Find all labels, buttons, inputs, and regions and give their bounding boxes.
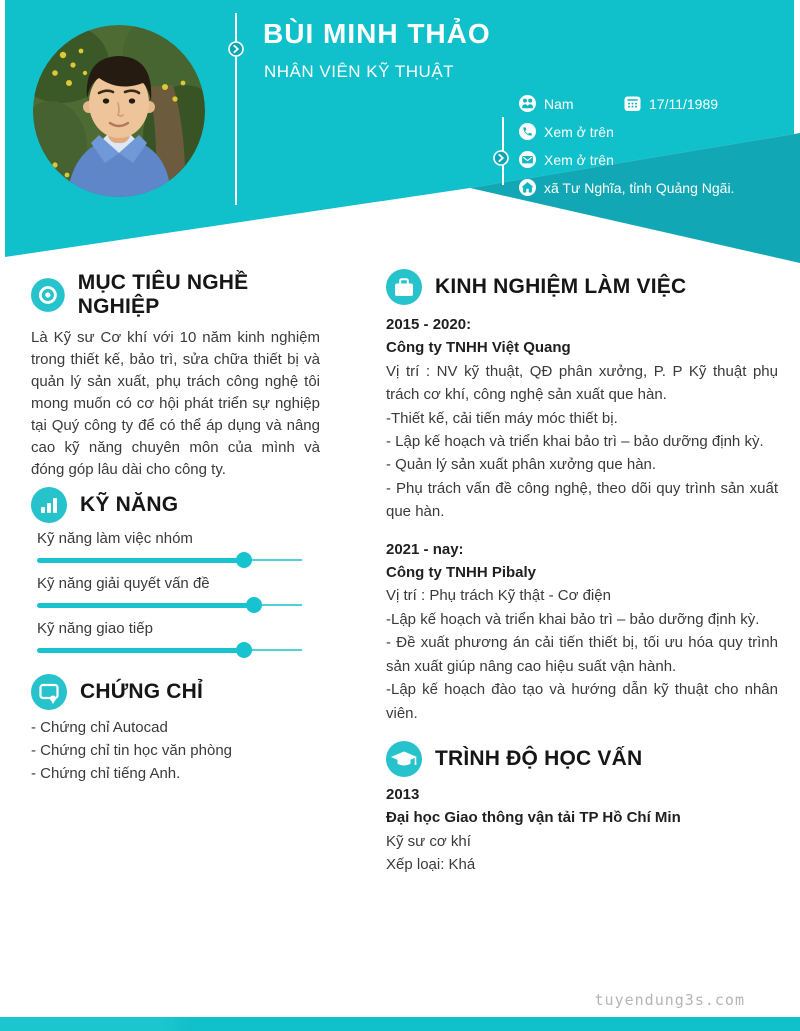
portrait-illustration — [33, 25, 205, 197]
education-block — [386, 783, 778, 877]
certificate-item: - Chứng chỉ tin học văn phòng — [31, 742, 232, 759]
slider-track-rest — [244, 559, 302, 561]
skill-level-slider[interactable] — [37, 597, 302, 613]
contact-gender-value: Nam — [544, 95, 574, 112]
calendar-icon — [624, 95, 641, 112]
section-education-header — [386, 741, 778, 777]
contact-email-value: Xem ở trên — [544, 151, 614, 168]
section-objective-header — [31, 271, 320, 319]
candidate-name: BÙI MINH THẢO — [263, 18, 491, 49]
job-detail: - Phụ trách vấn đề công nghệ, theo dõi quy trình sản xuất que hàn. — [386, 479, 778, 521]
objective-text: Là Kỹ sư Cơ khí với 10 năm kinh nghiệm trong thiết kế, bảo trì, sửa chữa thiết bị và quản lý sản xuất, phụ trách công nghệ tôi mong muốn có cơ hội phát triển sự nghiệp tại Quý công ty để có thể áp dụng và nâng cao kỹ năng chuyên môn của mình và đóng góp lâu dài cho công ty. — [31, 329, 320, 478]
profile-photo — [33, 25, 205, 197]
envelope-icon — [519, 151, 536, 168]
section-title: CHỨNG CHỈ — [80, 680, 204, 703]
watermark-text: tuyendung3s.com — [594, 991, 745, 1009]
right-column — [386, 269, 778, 877]
phone-icon — [519, 123, 536, 140]
slider-track-rest — [244, 649, 302, 651]
experience-job — [386, 313, 778, 524]
skill-label: Kỹ năng giao tiếp — [37, 620, 153, 637]
skill-item — [31, 531, 320, 568]
section-title: KINH NGHIỆM LÀM VIỆC — [435, 275, 687, 298]
job-detail: -Lập kế hoạch đào tạo và hướng dẫn kỹ thuật cho nhân viên. — [386, 681, 778, 722]
job-detail: -Lập kế hoạch và triển khai bảo trì – bảo dưỡng định kỳ. — [386, 610, 760, 628]
bar-chart-icon — [31, 487, 67, 523]
left-column — [31, 271, 320, 785]
job-detail: - Quản lý sản xuất phân xưởng que hàn. — [386, 456, 657, 474]
briefcase-icon — [386, 269, 422, 305]
footer-bar — [0, 1017, 800, 1031]
skill-item — [31, 621, 320, 658]
section-certificates-header — [31, 674, 320, 710]
section-experience-header — [386, 269, 778, 305]
skill-level-slider[interactable] — [37, 552, 302, 568]
contact-birthday — [624, 95, 718, 112]
job-company: Công ty TNHH Việt Quang — [386, 339, 571, 357]
section-skills-header — [31, 487, 320, 523]
gender-icon — [519, 95, 536, 112]
job-detail: - Đề xuất phương án cải tiến thiết bị, tối ưu hóa quy trình sản xuất giúp nâng cao hiệu suất vận hành. — [386, 634, 778, 675]
job-detail: Vị trí : Phụ trách Kỹ thật - Cơ điện — [386, 587, 611, 605]
chevron-right-badge-icon — [228, 41, 244, 57]
job-title: NHÂN VIÊN KỸ THUẬT — [264, 62, 455, 81]
job-detail: - Lập kế hoạch và triển khai bảo trì – bảo dưỡng định kỳ. — [386, 433, 764, 451]
target-icon — [31, 277, 65, 313]
experience-job — [386, 538, 778, 725]
education-year: 2013 — [386, 785, 420, 803]
education-school: Đại học Giao thông vận tải TP Hồ Chí Min — [386, 809, 681, 827]
skill-label: Kỹ năng làm việc nhóm — [37, 530, 193, 547]
slider-track-filled — [37, 603, 254, 608]
slider-track-filled — [37, 558, 244, 563]
skill-label: Kỹ năng giải quyết vấn đề — [37, 575, 210, 592]
contact-address — [519, 179, 734, 196]
slider-thumb[interactable] — [246, 597, 262, 613]
job-detail: -Thiết kế, cải tiến máy móc thiết bị. — [386, 409, 618, 427]
home-icon — [519, 179, 536, 196]
chevron-right-badge-icon — [493, 150, 509, 166]
certificate-item: - Chứng chỉ Autocad — [31, 719, 168, 736]
contact-email — [519, 151, 614, 168]
contact-birthday-value: 17/11/1989 — [649, 95, 719, 112]
contact-address-value: xã Tư Nghĩa, tỉnh Quảng Ngãi. — [544, 179, 735, 196]
section-title: TRÌNH ĐỘ HỌC VẤN — [435, 746, 643, 770]
certificate-icon — [31, 674, 67, 710]
certificate-list — [31, 716, 320, 785]
skill-item — [31, 576, 320, 613]
slider-track-filled — [37, 648, 244, 653]
slider-thumb[interactable] — [236, 552, 252, 568]
certificate-item: - Chứng chỉ tiếng Anh. — [31, 765, 181, 782]
job-company: Công ty TNHH Pibaly — [386, 564, 537, 582]
job-period: 2021 - nay: — [386, 540, 464, 558]
slider-thumb[interactable] — [236, 642, 252, 658]
section-title: MỤC TIÊU NGHỀ NGHIỆP — [77, 271, 249, 318]
job-detail: Vị trí : NV kỹ thuật, QĐ phân xưởng, P. P Kỹ thuật phụ trách cơ khí, công nghệ sản xuất que hàn. — [386, 362, 778, 404]
skill-level-slider[interactable] — [37, 642, 302, 658]
contact-gender — [519, 95, 574, 112]
education-grade: Xếp loại: Khá — [386, 856, 476, 874]
graduation-cap-icon — [386, 741, 422, 777]
contact-phone — [519, 123, 614, 140]
education-degree: Kỹ sư cơ khí — [386, 832, 471, 850]
job-period: 2015 - 2020: — [386, 316, 472, 333]
contact-phone-value: Xem ở trên — [544, 123, 614, 140]
section-title: KỸ NĂNG — [80, 493, 179, 516]
